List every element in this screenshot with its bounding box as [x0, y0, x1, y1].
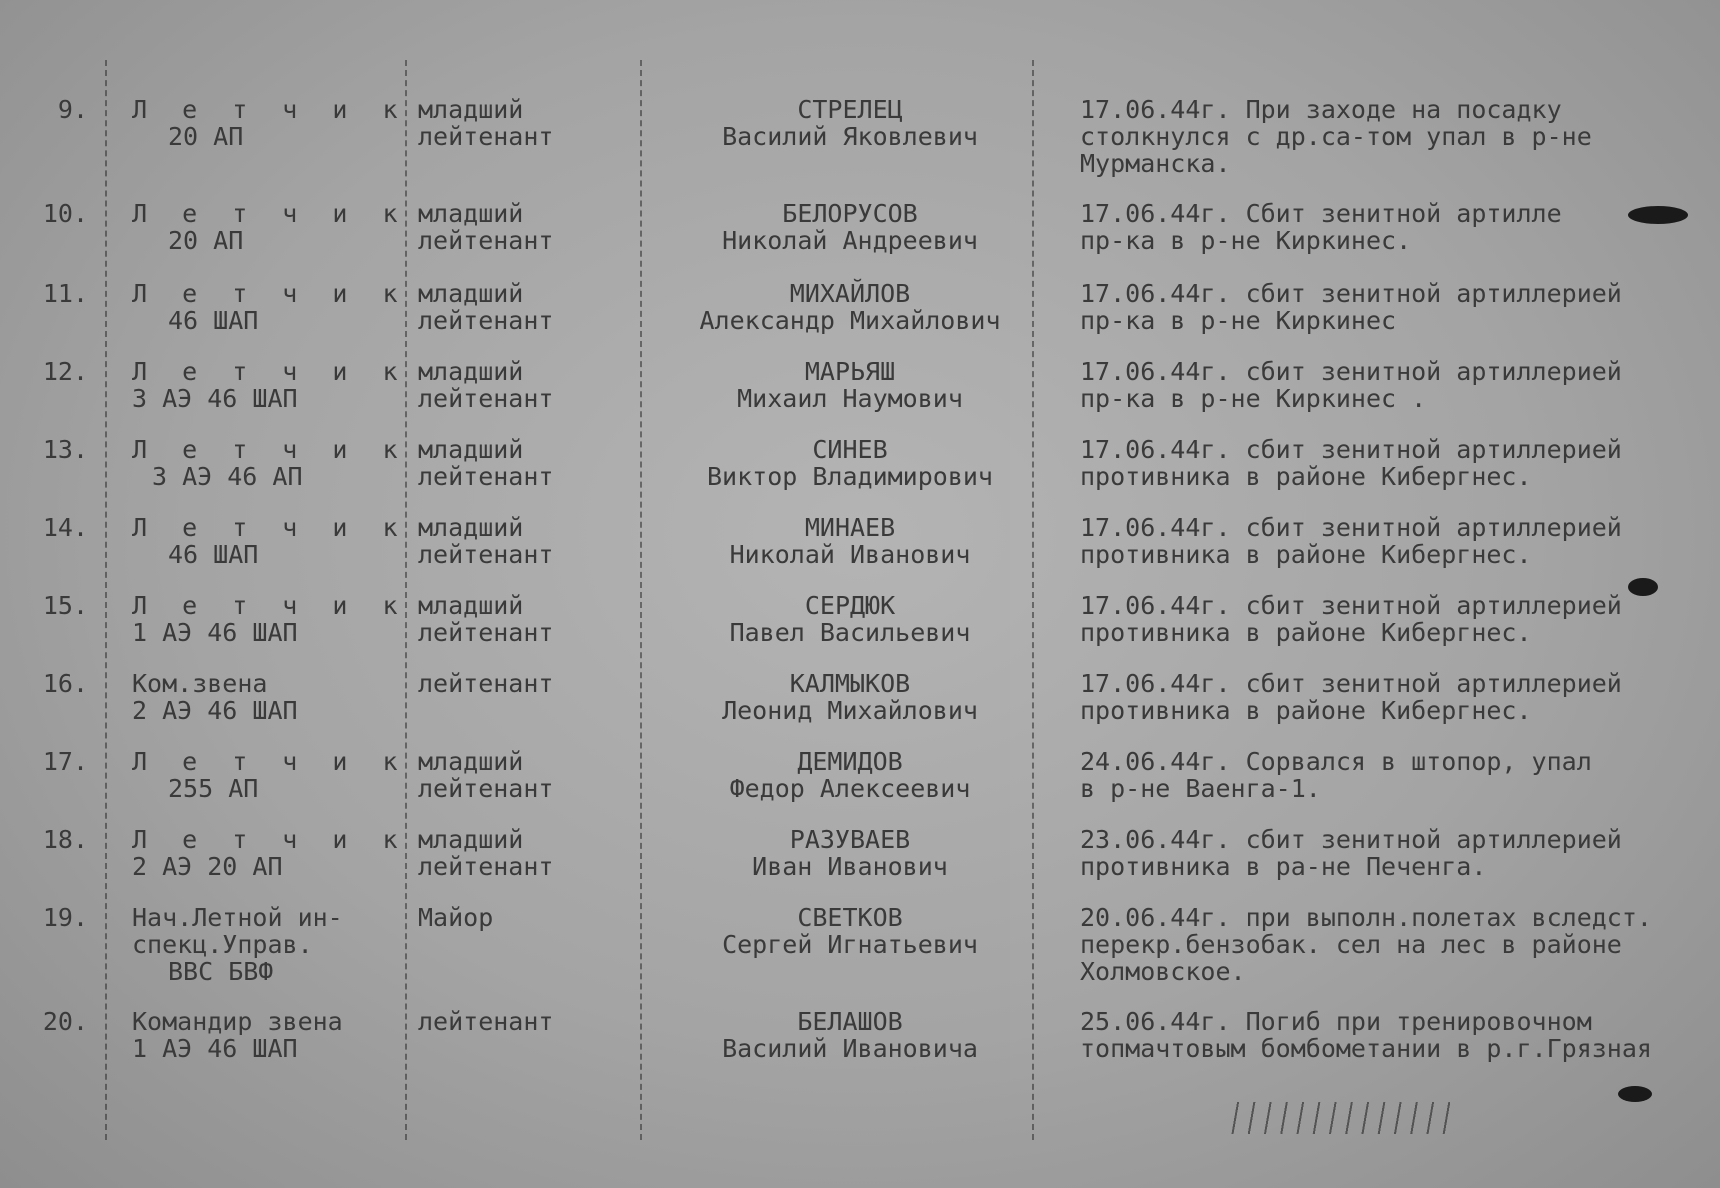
row-number: 14.	[42, 513, 88, 542]
person-name: СИНЕВ Виктор Владимирович	[707, 435, 993, 491]
circumstances: 17.06.44г. Сбит зенитной артилле пр-ка в р-не Киркинес.	[1080, 199, 1562, 255]
row-number: 10.	[42, 199, 88, 228]
person-name: МИХАЙЛОВ Александр Михайлович	[699, 279, 1001, 335]
circumstances: 17.06.44г. сбит зенитной артиллерией противника в районе Кибергнес.	[1080, 669, 1622, 725]
circumstances: 17.06.44г. сбит зенитной артиллерией пр-ка в р-не Киркинес	[1080, 279, 1622, 335]
position: Л е т ч и к 20 АП	[132, 199, 408, 255]
column-divider	[640, 60, 642, 1140]
position: Командир звена 1 АЭ 46 ШАП	[132, 1007, 343, 1063]
person-name: БЕЛАШОВ Василий Ивановича	[722, 1007, 978, 1063]
position: Л е т ч и к 255 АП	[132, 747, 408, 803]
circumstances: 23.06.44г. сбит зенитной артиллерией противника в ра-не Печенга.	[1080, 825, 1622, 881]
position: Л е т ч и к 3 АЭ 46 ШАП	[132, 357, 408, 413]
circumstances: 24.06.44г. Сорвался в штопор, упал в р-не Ваенга-1.	[1080, 747, 1592, 803]
position: Ком.звена 2 АЭ 46 ШАП	[132, 669, 298, 725]
military-rank: лейтенант	[418, 669, 554, 698]
person-name: БЕЛОРУСОВ Николай Андреевич	[722, 199, 978, 255]
person-name: МИНАЕВ Николай Иванович	[729, 513, 971, 569]
military-rank: младший лейтенант	[418, 435, 554, 491]
person-name: ДЕМИДОВ Федор Алексеевич	[729, 747, 971, 803]
position: Л е т ч и к 2 АЭ 20 АП	[132, 825, 408, 881]
circumstances: 17.06.44г. сбит зенитной артиллерией противника в районе Кибергнес.	[1080, 435, 1622, 491]
position: Л е т ч и к 3 АЭ 46 АП	[132, 435, 408, 491]
row-number: 19.	[42, 903, 88, 932]
position: Л е т ч и к 20 АП	[132, 95, 408, 151]
person-name: СВЕТКОВ Сергей Игнатьевич	[722, 903, 978, 959]
military-rank: младший лейтенант	[418, 825, 554, 881]
row-number: 13.	[42, 435, 88, 464]
ink-blot	[1628, 578, 1658, 596]
ink-blot	[1628, 206, 1688, 224]
row-number: 20.	[42, 1007, 88, 1036]
military-rank: младший лейтенант	[418, 199, 554, 255]
ink-blot	[1618, 1086, 1652, 1102]
circumstances: 17.06.44г. сбит зенитной артиллерией противника в районе Кибергнес.	[1080, 591, 1622, 647]
row-number: 16.	[42, 669, 88, 698]
person-name: МАРЬЯШ Михаил Наумович	[737, 357, 963, 413]
military-rank: Майор	[418, 903, 494, 932]
row-number: 17.	[42, 747, 88, 776]
column-divider	[105, 60, 107, 1140]
circumstances: 25.06.44г. Погиб при тренировочном топмачтовым бомбометании в р.г.Грязная	[1080, 1007, 1652, 1063]
military-rank: младший лейтенант	[418, 513, 554, 569]
row-number: 11.	[42, 279, 88, 308]
circumstances: 20.06.44г. при выполн.полетах вследст. перекр.бензобак. сел на лес в районе Холмовское.	[1080, 903, 1652, 986]
row-number: 9.	[57, 95, 88, 124]
row-number: 12.	[42, 357, 88, 386]
position: Л е т ч и к 46 ШАП	[132, 513, 408, 569]
military-rank: лейтенант	[418, 1007, 554, 1036]
person-name: КАЛМЫКОВ Леонид Михайлович	[722, 669, 978, 725]
circumstances: 17.06.44г. сбит зенитной артиллерией противника в районе Кибергнес.	[1080, 513, 1622, 569]
row-number: 15.	[42, 591, 88, 620]
circumstances: 17.06.44г. При заходе на посадку столкнулся с др.са-том упал в р-не Мурманска.	[1080, 95, 1592, 178]
military-rank: младший лейтенант	[418, 591, 554, 647]
military-rank: младший лейтенант	[418, 747, 554, 803]
position: Нач.Летной ин- спекц.Управ. ВВС БВФ	[132, 903, 343, 986]
position: Л е т ч и к 46 ШАП	[132, 279, 408, 335]
person-name: СТРЕЛЕЦ Василий Яковлевич	[722, 95, 978, 151]
military-rank: младший лейтенант	[418, 357, 554, 413]
person-name: РАЗУВАЕВ Иван Иванович	[752, 825, 948, 881]
circumstances: 17.06.44г. сбит зенитной артиллерией пр-ка в р-не Киркинес .	[1080, 357, 1622, 413]
position: Л е т ч и к 1 АЭ 46 ШАП	[132, 591, 408, 647]
military-rank: младший лейтенант	[418, 95, 554, 151]
person-name: СЕРДЮК Павел Васильевич	[729, 591, 971, 647]
row-number: 18.	[42, 825, 88, 854]
strikethrough-hatching	[1230, 1102, 1450, 1134]
military-rank: младший лейтенант	[418, 279, 554, 335]
